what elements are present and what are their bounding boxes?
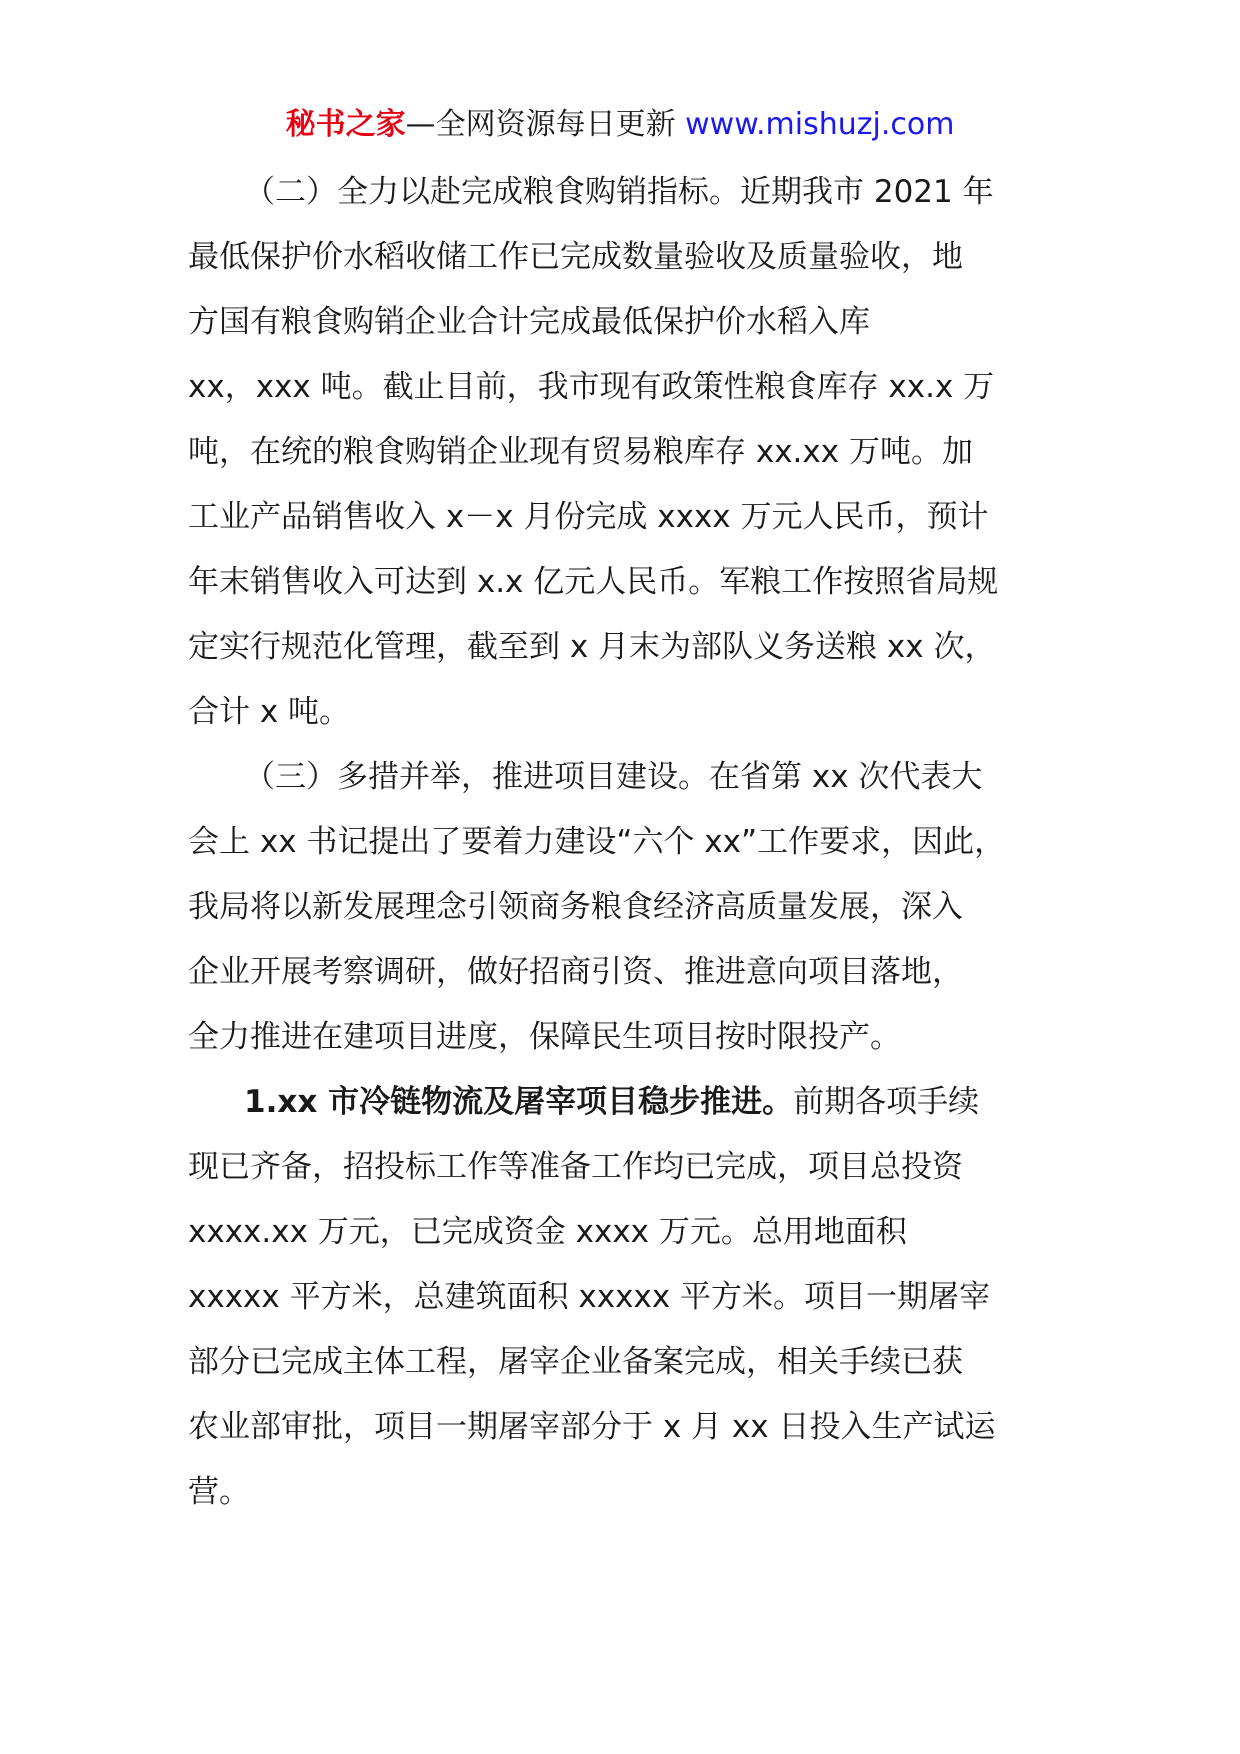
- text-line: 农业部审批，项目一期屠宰部分于 x 月 xx 日投入生产试运: [188, 1409, 996, 1445]
- site-header: [0, 103, 1240, 147]
- text-line: 方国有粮食购销企业合计完成最低保护价水稻入库: [188, 304, 870, 340]
- text-line: 最低保护价水稻收储工作已完成数量验收及质量验收，地: [188, 239, 963, 275]
- text-line: 企业开展考察调研，做好招商引资、推进意向项目落地，: [188, 954, 963, 990]
- text-line: 吨，在统的粮食购销企业现有贸易粮库存 xx.xx 万吨。加: [188, 434, 973, 470]
- document-body: [188, 160, 1068, 1525]
- site-url-link[interactable]: www.mishuzj.com: [685, 107, 955, 142]
- subsection-title: 1.xx 市冷链物流及屠宰项目稳步推进。: [244, 1084, 794, 1120]
- text-line: 会上 xx 书记提出了要着力建设“六个 xx”工作要求，因此，: [188, 824, 1006, 860]
- paragraph-heading-2: （二）全力以赴完成粮食购销指标。近期我市 2021 年: [244, 174, 994, 210]
- text-line: 全力推进在建项目进度，保障民生项目按时限投产。: [188, 1019, 901, 1055]
- paragraph-heading-3: （三）多措并举，推进项目建设。在省第 xx 次代表大: [244, 759, 983, 795]
- text-line: 工业产品销售收入 x－x 月份完成 xxxx 万元人民币，预计: [188, 499, 989, 535]
- text-line: 部分已完成主体工程，屠宰企业备案完成，相关手续已获: [188, 1344, 963, 1380]
- text-line: 年末销售收入可达到 x.x 亿元人民币。军粮工作按照省局规: [188, 564, 999, 600]
- text-line: xxxxx 平方米，总建筑面积 xxxxx 平方米。项目一期屠宰: [188, 1279, 991, 1315]
- subsection-text: 前期各项手续: [793, 1084, 980, 1120]
- text-line: 我局将以新发展理念引领商务粮食经济高质量发展，深入: [188, 889, 963, 925]
- text-line: 合计 x 吨。: [188, 694, 351, 730]
- text-line: xx，xxx 吨。截止目前，我市现有政策性粮食库存 xx.x 万: [188, 369, 995, 405]
- site-brand: 秘书之家: [285, 107, 406, 142]
- site-tagline: —全网资源每日更新: [405, 107, 686, 142]
- subsection-line: [188, 1070, 1068, 1135]
- text-line: 现已齐备，招投标工作等准备工作均已完成，项目总投资: [188, 1149, 963, 1185]
- text-line: 定实行规范化管理，截至到 x 月末为部队义务送粮 xx 次，: [188, 629, 996, 665]
- text-line: xxxx.xx 万元，已完成资金 xxxx 万元。总用地面积: [188, 1214, 907, 1250]
- text-line: 营。: [188, 1474, 250, 1510]
